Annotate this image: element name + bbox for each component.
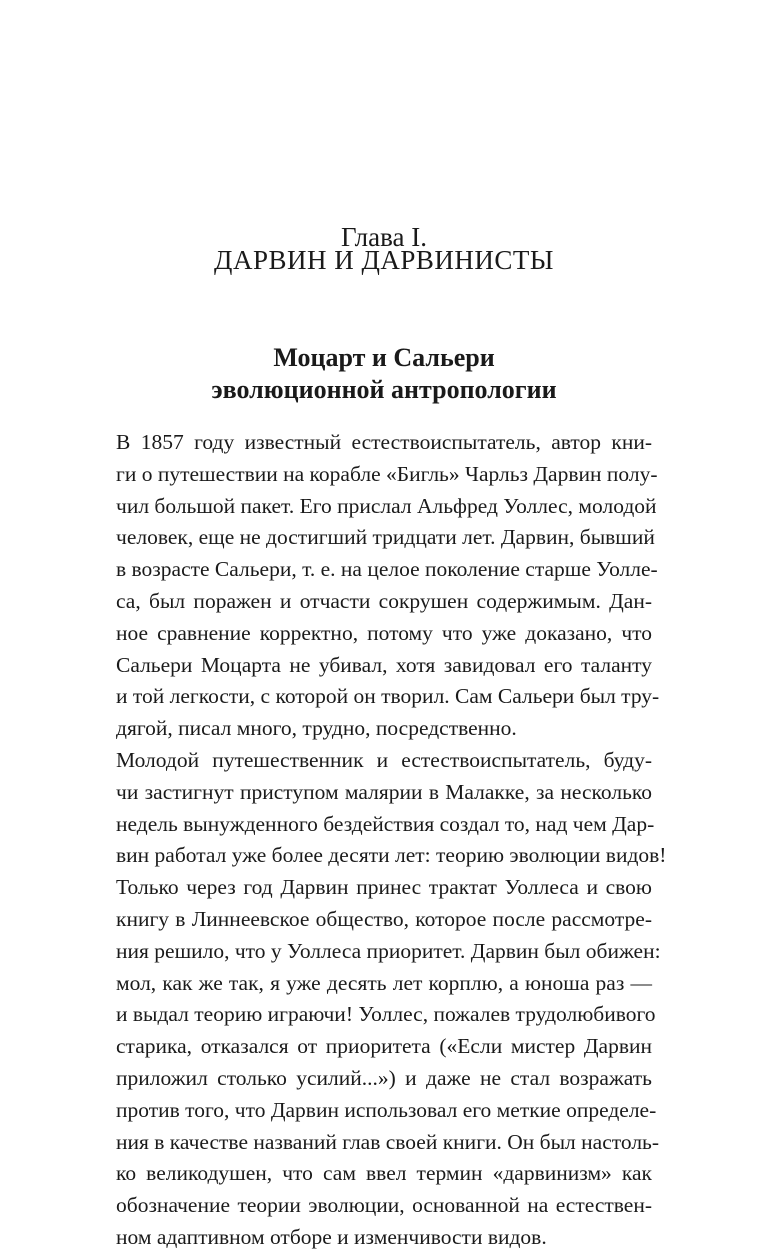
text-line: мол, как же так, я уже десять лет корплю, а юноша раз — xyxy=(116,970,652,995)
section-title-line-1: Моцарт и Сальери xyxy=(273,343,495,372)
paragraph-2 xyxy=(116,745,667,1254)
text-line: Сальери Моцарта не убивал, хотя завидовал его таланту xyxy=(116,652,652,677)
text-line: книгу в Линнеевское общество, которое после рассмотре- xyxy=(116,906,652,931)
text-line: в возрасте Сальери, т. е. на целое поколение старше Уолле- xyxy=(116,557,658,582)
text-line: дягой, писал много, трудно, посредственно. xyxy=(116,716,517,741)
paragraph-1 xyxy=(116,427,660,745)
text-line: чи застигнут приступом малярии в Малакке, за несколько xyxy=(116,779,652,804)
text-line: ния решило, что у Уоллеса приоритет. Дарвин был обижен: xyxy=(116,938,661,963)
text-line: приложил столько усилий...») и даже не стал возражать xyxy=(116,1065,652,1090)
body-text xyxy=(116,427,667,1254)
text-line: В 1857 году известный естествоиспытатель, автор кни- xyxy=(116,430,652,454)
text-line: ном адаптивном отборе и изменчивости видов. xyxy=(116,1224,547,1249)
text-line: ги о путешествии на корабле «Бигль» Чарльз Дарвин полу- xyxy=(116,461,658,486)
text-line: и той легкости, с которой он творил. Сам Сальери был тру- xyxy=(116,684,660,709)
chapter-title: ДАРВИН И ДАРВИНИСТЫ xyxy=(214,245,554,275)
text-line: старика, отказался от приоритета («Если мистер Дарвин xyxy=(116,1034,652,1059)
text-line: чил большой пакет. Его прислал Альфред Уоллес, молодой xyxy=(116,493,657,518)
text-line: Молодой путешественник и естествоиспытатель, буду- xyxy=(116,747,652,772)
text-line: против того, что Дарвин использовал его меткие определе- xyxy=(116,1097,657,1122)
text-line: ния в качестве названий глав своей книги. Он был настоль- xyxy=(116,1129,660,1154)
text-line: Только через год Дарвин принес трактат Уоллеса и свою xyxy=(116,875,652,900)
text-line: ко великодушен, что сам ввел термин «дарвинизм» как xyxy=(116,1161,652,1186)
chapter-label: Глава I. xyxy=(341,222,427,252)
text-line: вин работал уже более десяти лет: теорию эволюции видов! xyxy=(116,843,667,868)
section-title xyxy=(0,342,768,406)
text-line: и выдал теорию играючи! Уоллес, пожалев трудолюбивого xyxy=(116,1002,656,1027)
section-title-line-2: эволюционной антропологии xyxy=(211,375,557,404)
text-line: ное сравнение корректно, потому что уже доказано, что xyxy=(116,620,652,645)
text-line: человек, еще не достигший тридцати лет. Дарвин, бывший xyxy=(116,525,655,550)
text-line: недель вынужденного бездействия создал то, над чем Дар- xyxy=(116,811,655,836)
text-line: обозначение теории эволюции, основанной на естествен- xyxy=(116,1193,652,1218)
text-line: са, был поражен и отчасти сокрушен содержимым. Дан- xyxy=(116,588,652,613)
